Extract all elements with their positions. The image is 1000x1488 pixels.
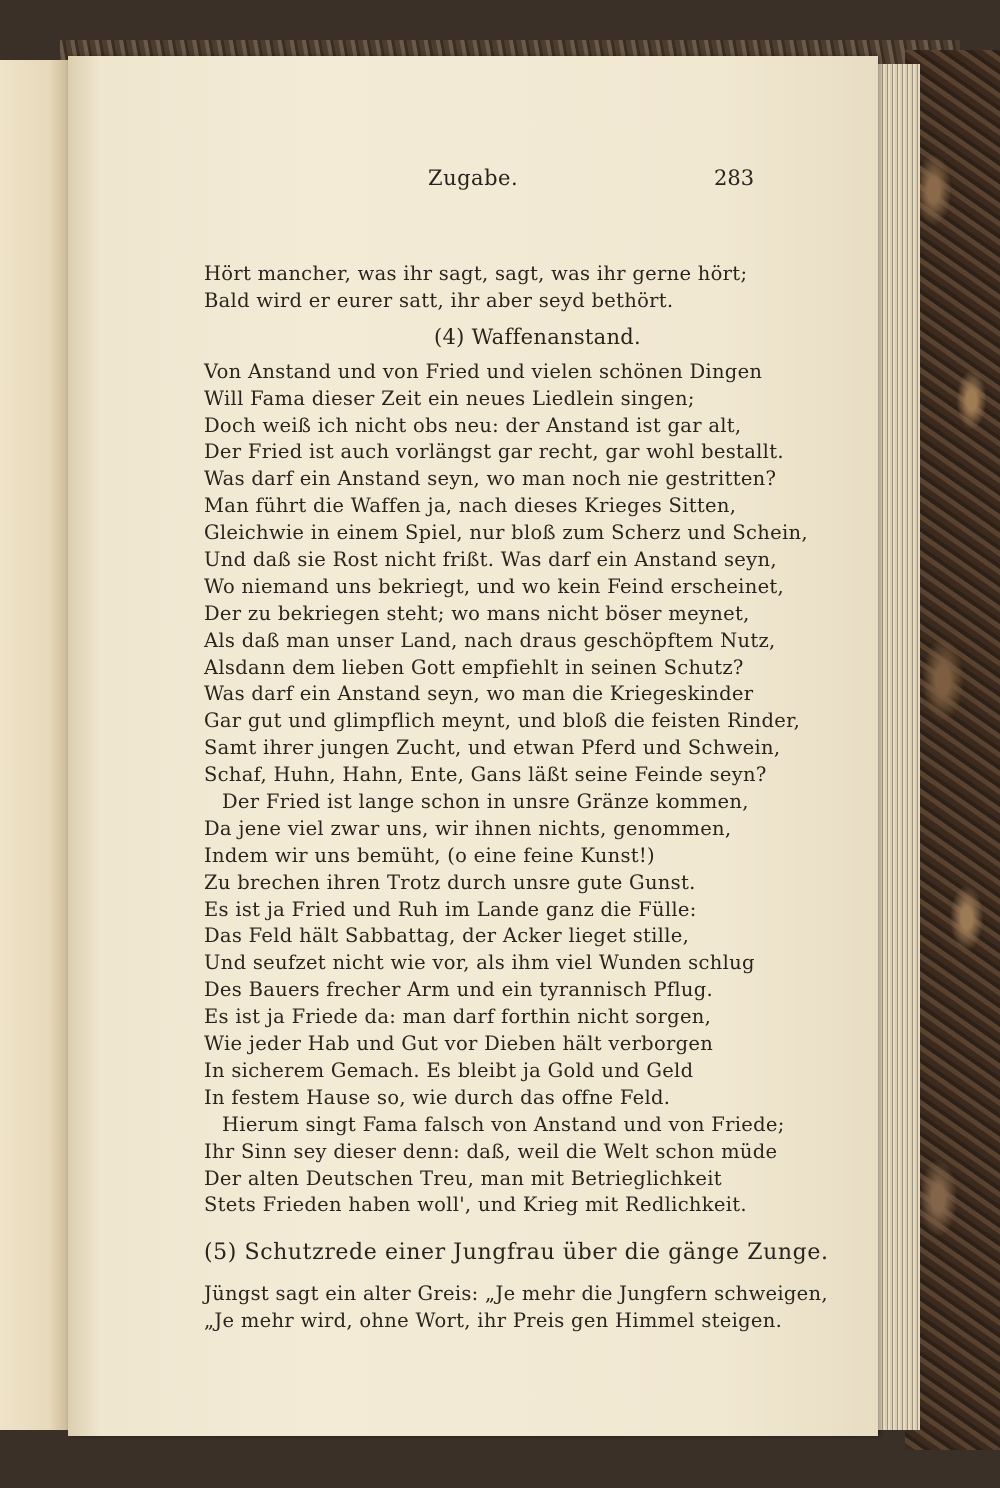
verse-line: Der Fried ist auch vorlängst gar recht, gar wohl bestallt. bbox=[204, 440, 784, 464]
verse-line: Wie jeder Hab und Gut vor Dieben hält verborgen bbox=[204, 1032, 714, 1056]
section-heading-4: (4) Waffenanstand. bbox=[434, 324, 642, 349]
verse-line: „Je mehr wird, ohne Wort, ihr Preis gen Himmel steigen. bbox=[204, 1309, 783, 1333]
verse-line: Doch weiß ich nicht obs neu: der Anstand ist gar alt, bbox=[204, 413, 742, 437]
verse-line: Und daß sie Rost nicht frißt. Was darf ein Anstand seyn, bbox=[204, 548, 777, 572]
verse-line: Schaf, Huhn, Hahn, Ente, Gans läßt seine Feinde seyn? bbox=[204, 763, 767, 787]
verse-line: Es ist ja Friede da: man darf forthin nicht sorgen, bbox=[204, 1005, 712, 1029]
verse-line: Das Feld hält Sabbattag, der Acker lieget stille, bbox=[204, 924, 690, 948]
verse-line: Der zu bekriegen steht; wo mans nicht böser meynet, bbox=[204, 601, 750, 625]
verse-line: Bald wird er eurer satt, ihr aber seyd bethört. bbox=[204, 288, 674, 312]
verse-line: Man führt die Waffen ja, nach dieses Krieges Sitten, bbox=[204, 494, 737, 518]
verse-line: Was darf ein Anstand seyn, wo man die Kriegeskinder bbox=[204, 682, 754, 706]
verse-line: Es ist ja Fried und Ruh im Lande ganz die Fülle: bbox=[204, 897, 697, 921]
verse-line: Wo niemand uns bekriegt, und wo kein Feind erscheinet, bbox=[204, 574, 785, 598]
book-page bbox=[68, 56, 878, 1436]
section-heading-5: (5) Schutzrede einer Jungfrau über die gänge Zunge. bbox=[204, 1240, 829, 1266]
verse-line: Hierum singt Fama falsch von Anstand und von Friede; bbox=[222, 1112, 785, 1136]
verse-line: Samt ihrer jungen Zucht, und etwan Pferd und Schwein, bbox=[204, 736, 781, 760]
verse-line: Indem wir uns bemüht, (o eine feine Kunst!) bbox=[204, 843, 655, 867]
verse-line: Als daß man unser Land, nach draus geschöpftem Nutz, bbox=[204, 628, 776, 652]
page-header bbox=[68, 166, 878, 196]
verse-line: Und seufzet nicht wie vor, als ihm viel Wunden schlug bbox=[204, 951, 755, 975]
verse-line: Alsdann dem lieben Gott empfiehlt in seinen Schutz? bbox=[204, 655, 744, 679]
verse-line: Da jene viel zwar uns, wir ihnen nichts, genommen, bbox=[204, 816, 732, 840]
verse-line: Von Anstand und von Fried und vielen schönen Dingen bbox=[204, 359, 763, 383]
verse-line: Der Fried ist lange schon in unsre Gränze kommen, bbox=[222, 790, 749, 814]
verse-line: Der alten Deutschen Treu, man mit Betrieglichkeit bbox=[204, 1166, 722, 1190]
verse-line: Des Bauers frecher Arm und ein tyrannisch Pflug. bbox=[204, 978, 714, 1002]
verse-line: In festem Hause so, wie durch das offne Feld. bbox=[204, 1085, 671, 1109]
verse-line: Was darf ein Anstand seyn, wo man noch nie gestritten? bbox=[204, 467, 777, 491]
verse-line: In sicherem Gemach. Es bleibt ja Gold und Geld bbox=[204, 1058, 694, 1082]
verse-line: Stets Frieden haben woll', und Krieg mit Redlichkeit. bbox=[204, 1193, 747, 1217]
verse-line: Gleichwie in einem Spiel, nur bloß zum Scherz und Schein, bbox=[204, 521, 808, 545]
running-head: Zugabe. bbox=[428, 166, 519, 190]
page-number: 283 bbox=[714, 166, 755, 190]
facing-page bbox=[0, 60, 70, 1430]
verse-line: Gar gut und glimpflich meynt, und bloß die feisten Rinder, bbox=[204, 709, 801, 733]
verse-line: Ihr Sinn sey dieser denn: daß, weil die Welt schon müde bbox=[204, 1139, 778, 1163]
verse-line: Will Fama dieser Zeit ein neues Liedlein singen; bbox=[204, 386, 695, 410]
text-block bbox=[204, 261, 844, 1335]
verse-line: Zu brechen ihren Trotz durch unsre gute Gunst. bbox=[204, 870, 696, 894]
verse-line: Jüngst sagt ein alter Greis: „Je mehr die Jungfern schweigen, bbox=[204, 1282, 828, 1306]
verse-line: Hört mancher, was ihr sagt, sagt, was ihr gerne hört; bbox=[204, 262, 748, 285]
